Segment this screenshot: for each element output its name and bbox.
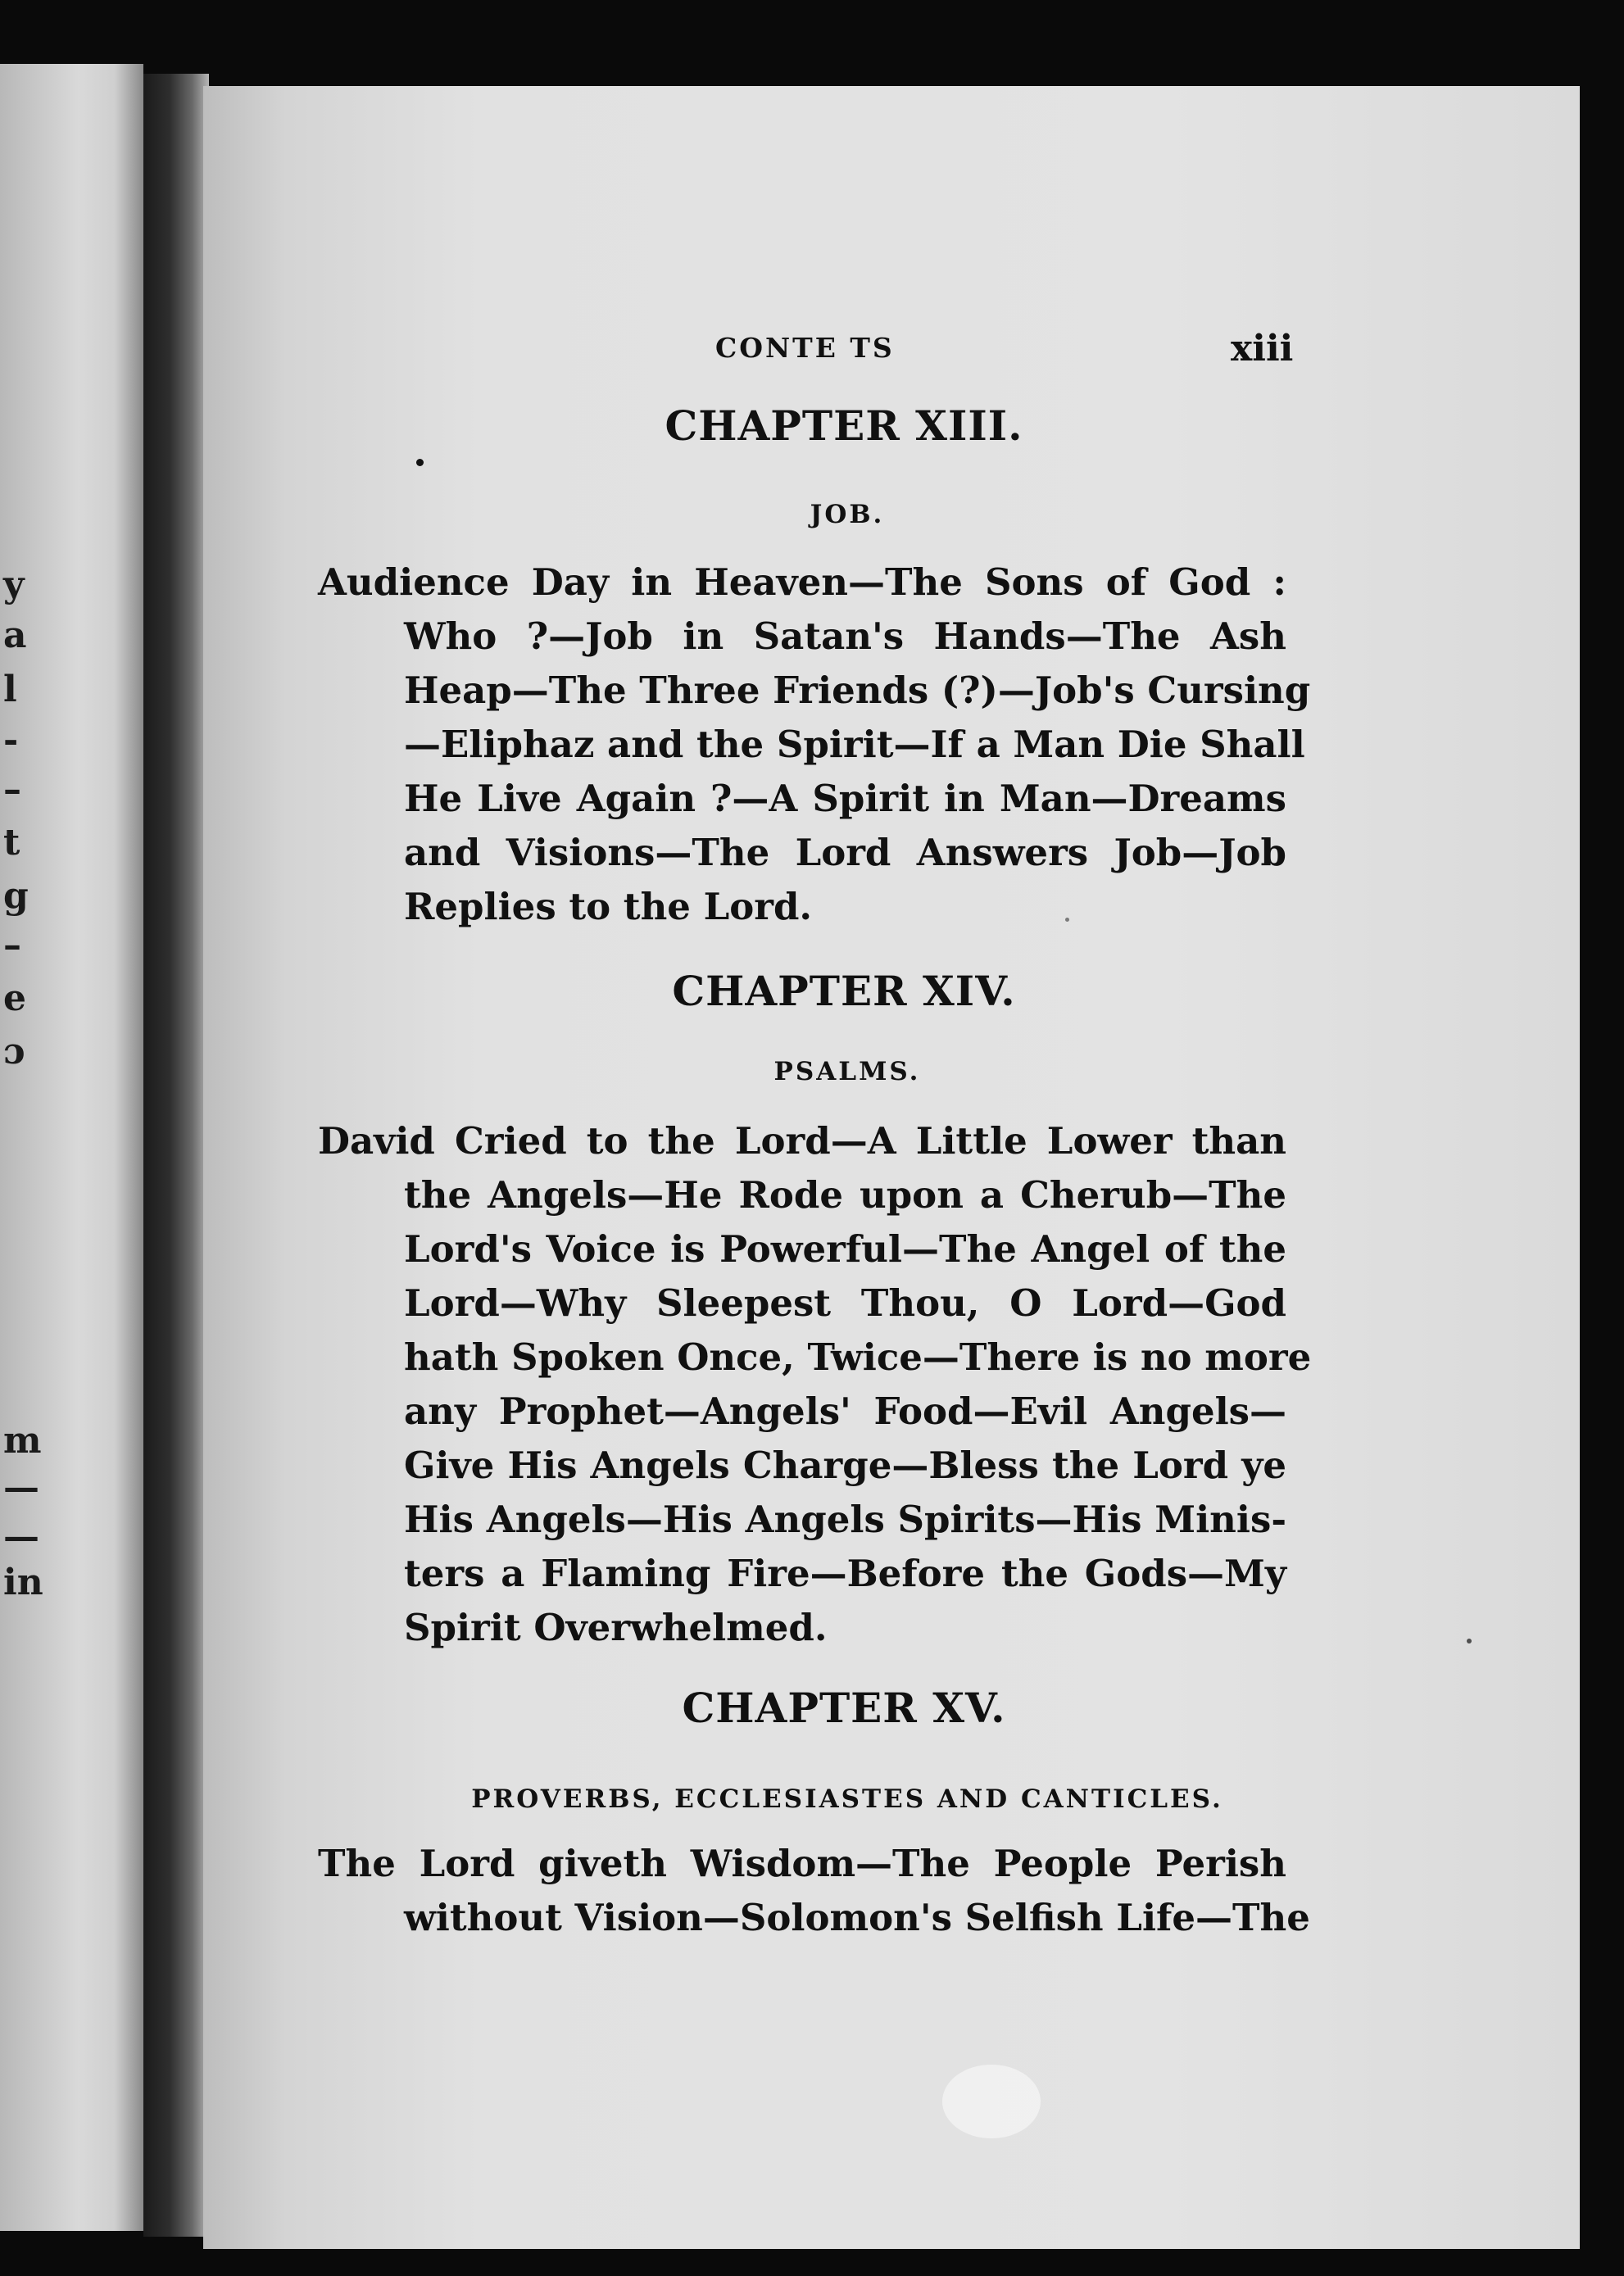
margin-fragment: in [3,1562,43,1603]
margin-fragment: g [3,875,29,917]
margin-fragment: e [3,977,26,1019]
margin-fragment: — [3,1516,39,1557]
summary-line: —Eliphaz and the Spirit—If a Man Die Shall [404,723,1305,766]
running-head: CONTE TS [715,332,895,364]
scan-glare [942,2065,1041,2138]
summary-line: His Angels—His Angels Spirits—His Minis- [404,1498,1286,1541]
page-gutter-shadow [143,74,209,2237]
chapter-summary [318,555,1311,934]
chapter-title: JOB. [810,500,885,529]
summary-line: He Live Again ?—A Spirit in Man—Dreams [404,777,1286,820]
dust-speck [416,459,424,466]
left-facing-page [0,64,143,2231]
summary-line: Give His Angels Charge—Bless the Lord ye [404,1444,1286,1487]
summary-line: Lord's Voice is Powerful—The Angel of the [404,1227,1286,1271]
margin-fragment: - [3,719,19,761]
summary-line: ters a Flaming Fire—Before the Gods—My [404,1552,1286,1595]
margin-fragment: m [3,1420,42,1462]
margin-fragment: a [3,614,27,656]
margin-fragment: – [3,924,21,966]
summary-line: the Angels—He Rode upon a Cherub—The [404,1173,1286,1217]
summary-line: The Lord giveth Wisdom—The People Perish [318,1842,1286,1885]
chapter-heading: CHAPTER XIV. [672,967,1016,1015]
margin-fragment: l [3,669,17,710]
chapter-summary [318,1114,1312,1655]
margin-fragment: ɔ [3,1031,25,1072]
margin-fragment: – [3,768,21,810]
summary-line: without Vision—Solomon's Selfish Life—The [404,1896,1310,1939]
dust-speck [1065,918,1069,922]
summary-line: any Prophet—Angels' Food—Evil Angels— [404,1390,1286,1433]
summary-line: Replies to the Lord. [404,885,813,928]
summary-line: hath Spoken Once, Twice—There is no more [404,1335,1312,1379]
chapter-summary [318,1837,1310,1945]
margin-fragment: — [3,1467,39,1508]
chapter-heading: CHAPTER XV. [682,1684,1006,1732]
chapter-heading: CHAPTER XIII. [665,401,1023,450]
summary-line: Heap—The Three Friends (?)—Job's Cursing [404,669,1311,712]
margin-fragment: y [3,564,25,605]
summary-line: and Visions—The Lord Answers Job—Job [404,831,1286,874]
chapter-title: PROVERBS, ECCLESIASTES AND CANTICLES. [471,1784,1223,1814]
summary-line: Audience Day in Heaven—The Sons of God : [318,560,1286,604]
summary-line: Lord—Why Sleepest Thou, O Lord—God [404,1281,1286,1325]
summary-line: David Cried to the Lord—A Little Lower than [318,1119,1286,1163]
page-number: xiii [1231,328,1294,370]
margin-fragment: t [3,822,20,864]
summary-line: Spirit Overwhelmed. [404,1606,828,1649]
summary-line: Who ?—Job in Satan's Hands—The Ash [404,614,1286,658]
dust-speck [1467,1639,1472,1644]
chapter-title: PSALMS. [773,1057,921,1086]
